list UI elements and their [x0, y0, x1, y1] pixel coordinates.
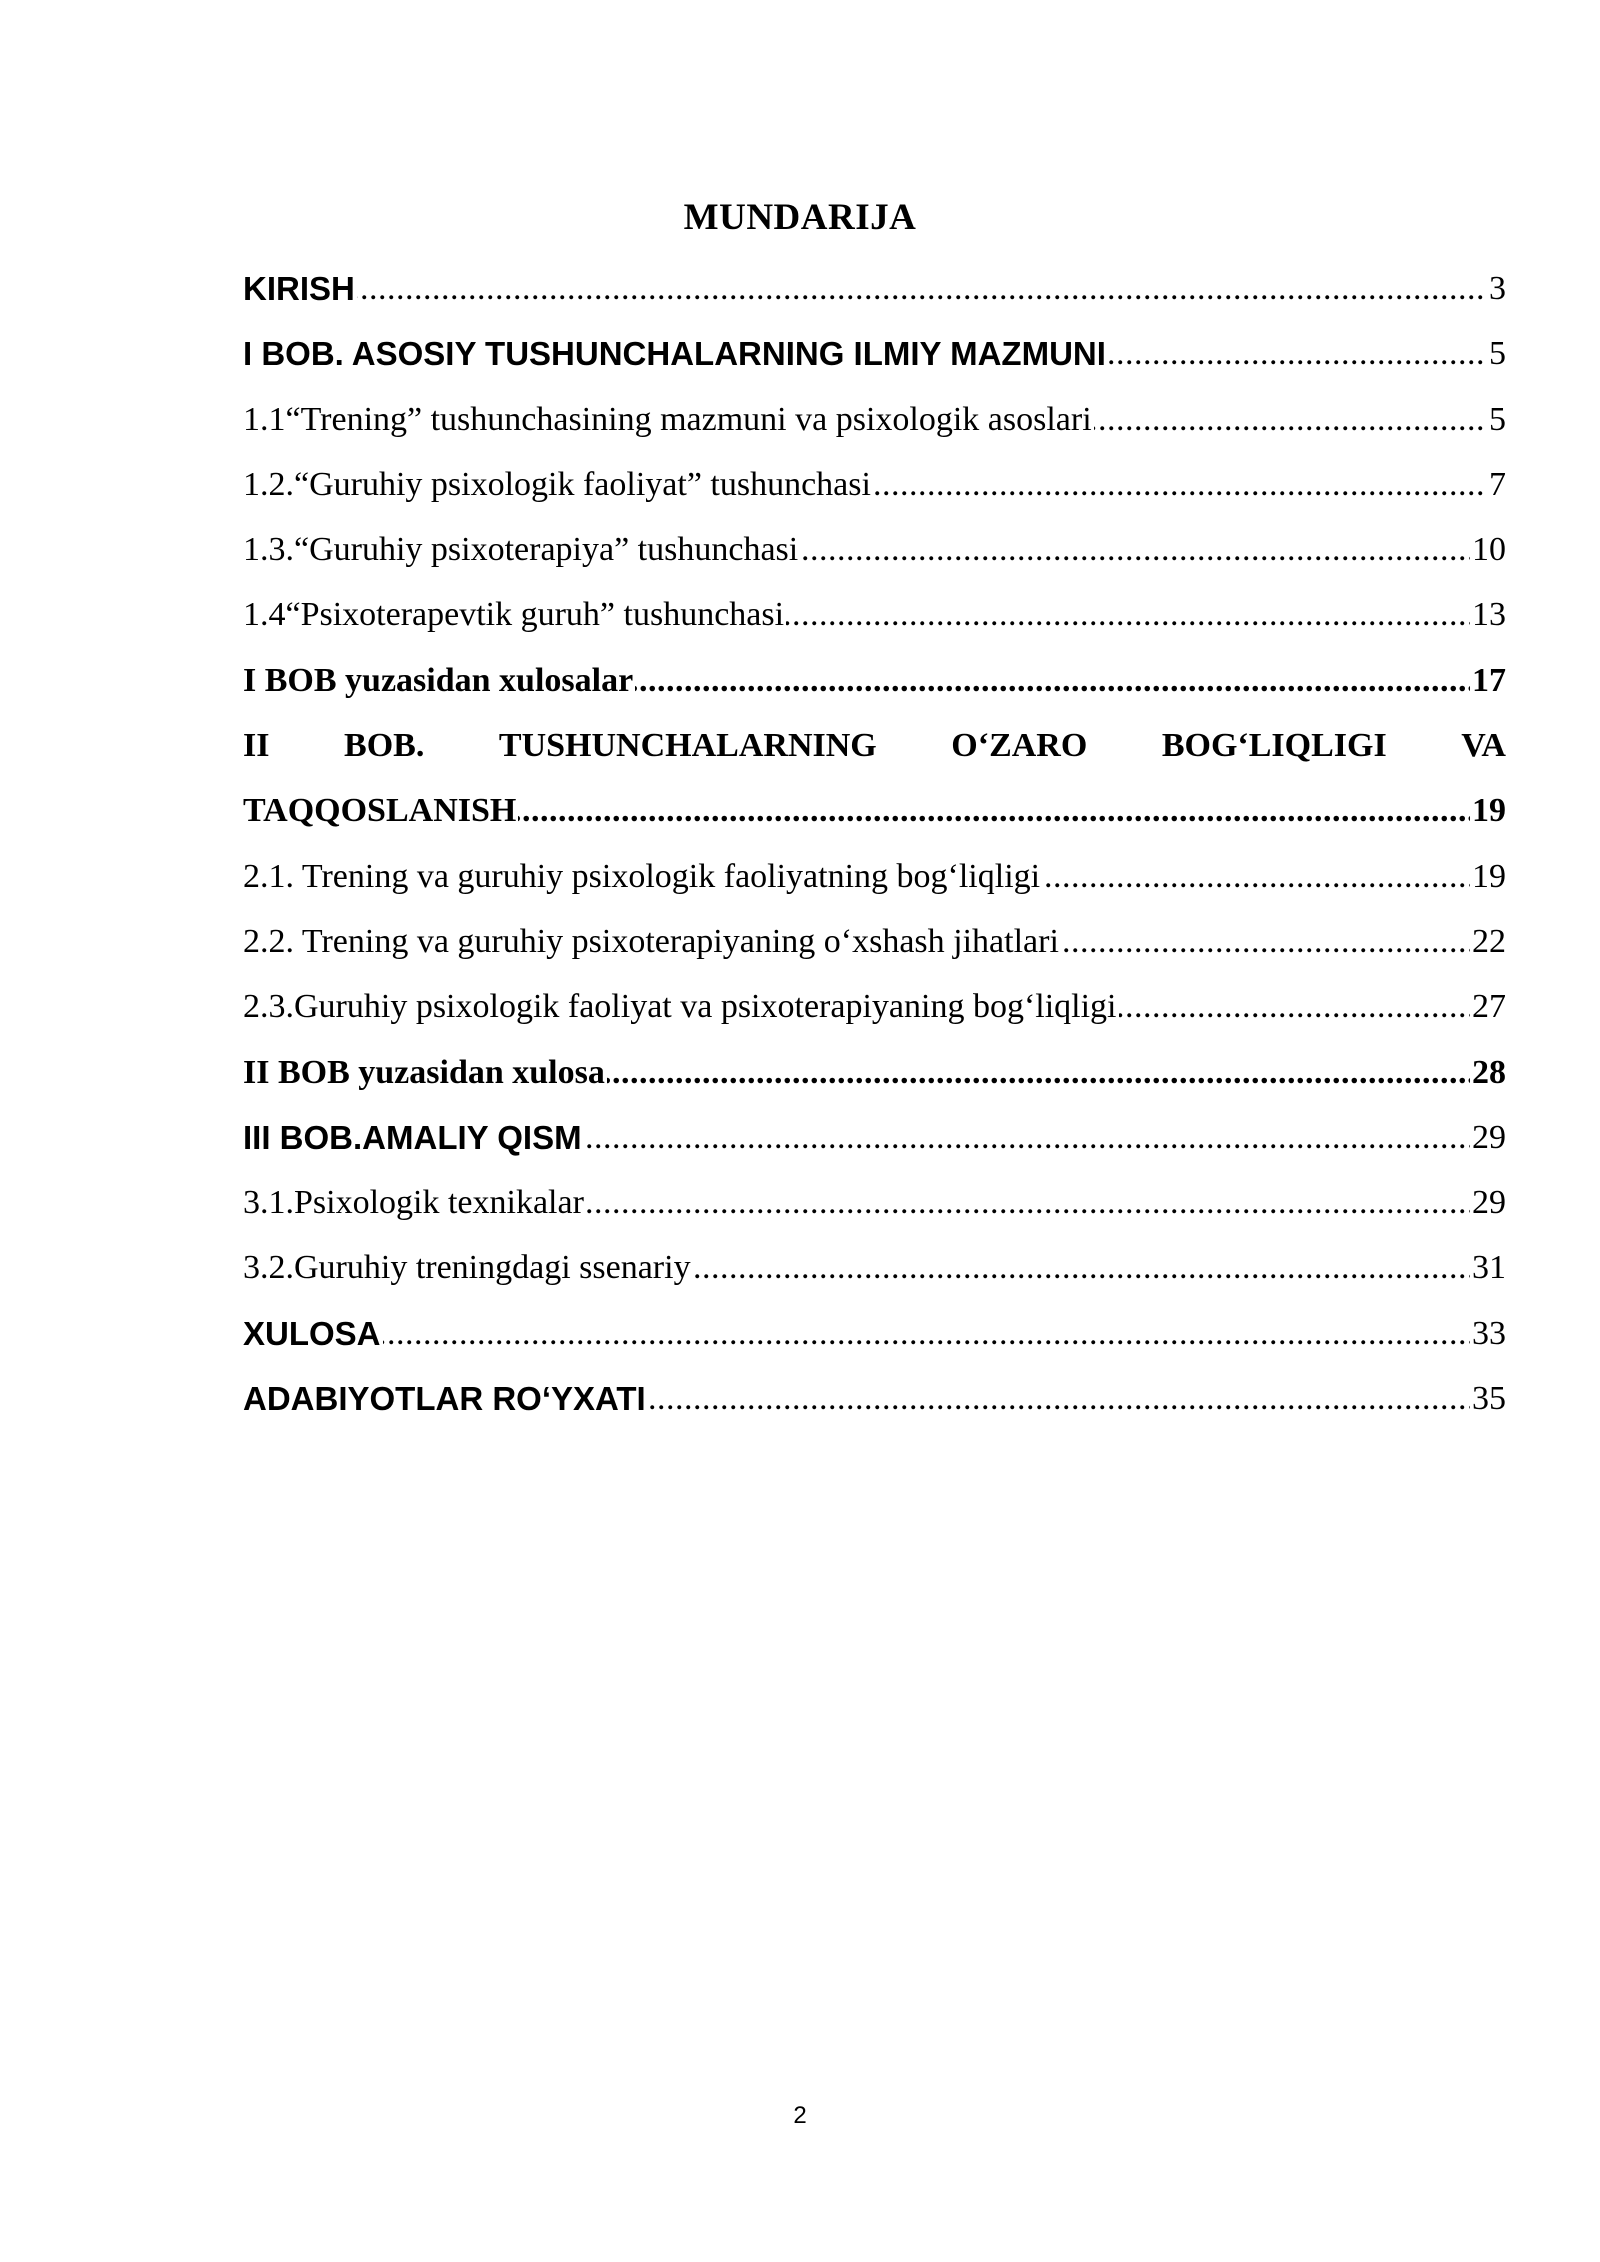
toc-entry-page: 31: [1470, 1243, 1506, 1293]
toc-entry-title: XULOSA: [243, 1309, 383, 1359]
toc-word: TUSHUNCHALARNING: [498, 727, 877, 765]
toc-entry-page: 10: [1470, 525, 1506, 575]
toc-entry-page: 7: [1487, 460, 1506, 510]
dot-leader: [243, 264, 1506, 314]
toc-entry-title: III BOB.AMALIY QISM: [243, 1113, 584, 1163]
toc-entry-page: 29: [1470, 1178, 1506, 1228]
toc-entry-1-1: [243, 389, 1506, 454]
toc-entry-2-1: [243, 846, 1506, 911]
toc-entry-xulosa: [243, 1303, 1506, 1368]
toc-entry-2-3: [243, 976, 1506, 1041]
toc-entry-3-1: [243, 1172, 1506, 1237]
toc-entry-title: 2.3.Guruhiy psixologik faoliyat va psixoterapiyaning bog‘liqligi: [243, 982, 1119, 1032]
toc-word: VA: [1461, 727, 1506, 765]
toc-entry-title: KIRISH: [243, 264, 357, 314]
toc-entry-title: 2.1. Trening va guruhiy psixologik faoliyatning bog‘liqligi: [243, 852, 1042, 902]
toc-entry-title: 2.2. Trening va guruhiy psixoterapiyaning o‘xshash jihatlari: [243, 917, 1061, 967]
toc-entry-title: I BOB yuzasidan xulosalar: [243, 656, 635, 706]
toc-entry-chapter-2-conclusion: [243, 1042, 1506, 1107]
toc-entry-page: 5: [1487, 329, 1506, 379]
toc-entry-title: 1.2.“Guruhiy psixologik faoliyat” tushunchasi: [243, 460, 873, 510]
page-title: MUNDARIJA: [683, 197, 917, 238]
toc-entry-chapter-2-line-2: [243, 780, 1506, 845]
toc-entry-title: 1.4“Psixoterapevtik guruh” tushunchasi: [243, 590, 786, 640]
toc-entry-title: 3.1.Psixologik texnikalar: [243, 1178, 586, 1228]
toc-word: II: [243, 727, 270, 765]
toc-entry-1-3: [243, 519, 1506, 584]
toc-entry-chapter-1: [243, 323, 1506, 388]
toc-entry-page: 17: [1470, 656, 1506, 706]
toc-entry-page: 3: [1487, 264, 1506, 314]
toc-entry-title: TAQQOSLANISH: [243, 786, 518, 836]
toc-entry-title: 1.1“Trening” tushunchasining mazmuni va psixologik asoslari: [243, 395, 1094, 445]
toc-entry-page: 19: [1470, 786, 1506, 836]
toc-entry-page: 19: [1470, 852, 1506, 902]
toc-entry-title: I BOB. ASOSIY TUSHUNCHALARNING ILMIY MAZMUNI: [243, 329, 1108, 379]
toc-entry-1-4: [243, 584, 1506, 649]
toc-entry-2-2: [243, 911, 1506, 976]
toc-entry-page: 22: [1470, 917, 1506, 967]
toc-entry-3-2: [243, 1237, 1506, 1302]
table-of-contents: [243, 258, 1506, 1433]
toc-entry-chapter-2-line-1: [243, 715, 1506, 780]
toc-word: BOB.: [344, 727, 425, 765]
toc-entry-chapter-1-conclusion: [243, 650, 1506, 715]
toc-entry-page: 27: [1470, 982, 1506, 1032]
toc-entry-title: [243, 721, 1506, 771]
toc-entry-page: 28: [1470, 1048, 1506, 1098]
toc-entry-page: 33: [1470, 1309, 1506, 1359]
toc-word: O‘ZARO: [951, 727, 1088, 765]
toc-entry-title: ADABIYOTLAR RO‘YXATI: [243, 1374, 648, 1424]
toc-entry-1-2: [243, 454, 1506, 519]
toc-entry-title: II BOB yuzasidan xulosa: [243, 1048, 607, 1098]
toc-entry-title: 1.3.“Guruhiy psixoterapiya” tushunchasi: [243, 525, 800, 575]
toc-entry-page: 5: [1487, 395, 1506, 445]
toc-entry-page: 29: [1470, 1113, 1506, 1163]
toc-word: BOG‘LIQLIGI: [1161, 727, 1387, 765]
toc-entry-page: 35: [1470, 1374, 1506, 1424]
toc-entry-title: 3.2.Guruhiy treningdagi ssenariy: [243, 1243, 693, 1293]
toc-entry-kirish: [243, 258, 1506, 323]
toc-entry-bibliography: [243, 1368, 1506, 1433]
page-number: 2: [793, 2102, 807, 2129]
toc-entry-page: 13: [1470, 590, 1506, 640]
dot-leader: [243, 1309, 1506, 1359]
toc-entry-chapter-3: [243, 1107, 1506, 1172]
